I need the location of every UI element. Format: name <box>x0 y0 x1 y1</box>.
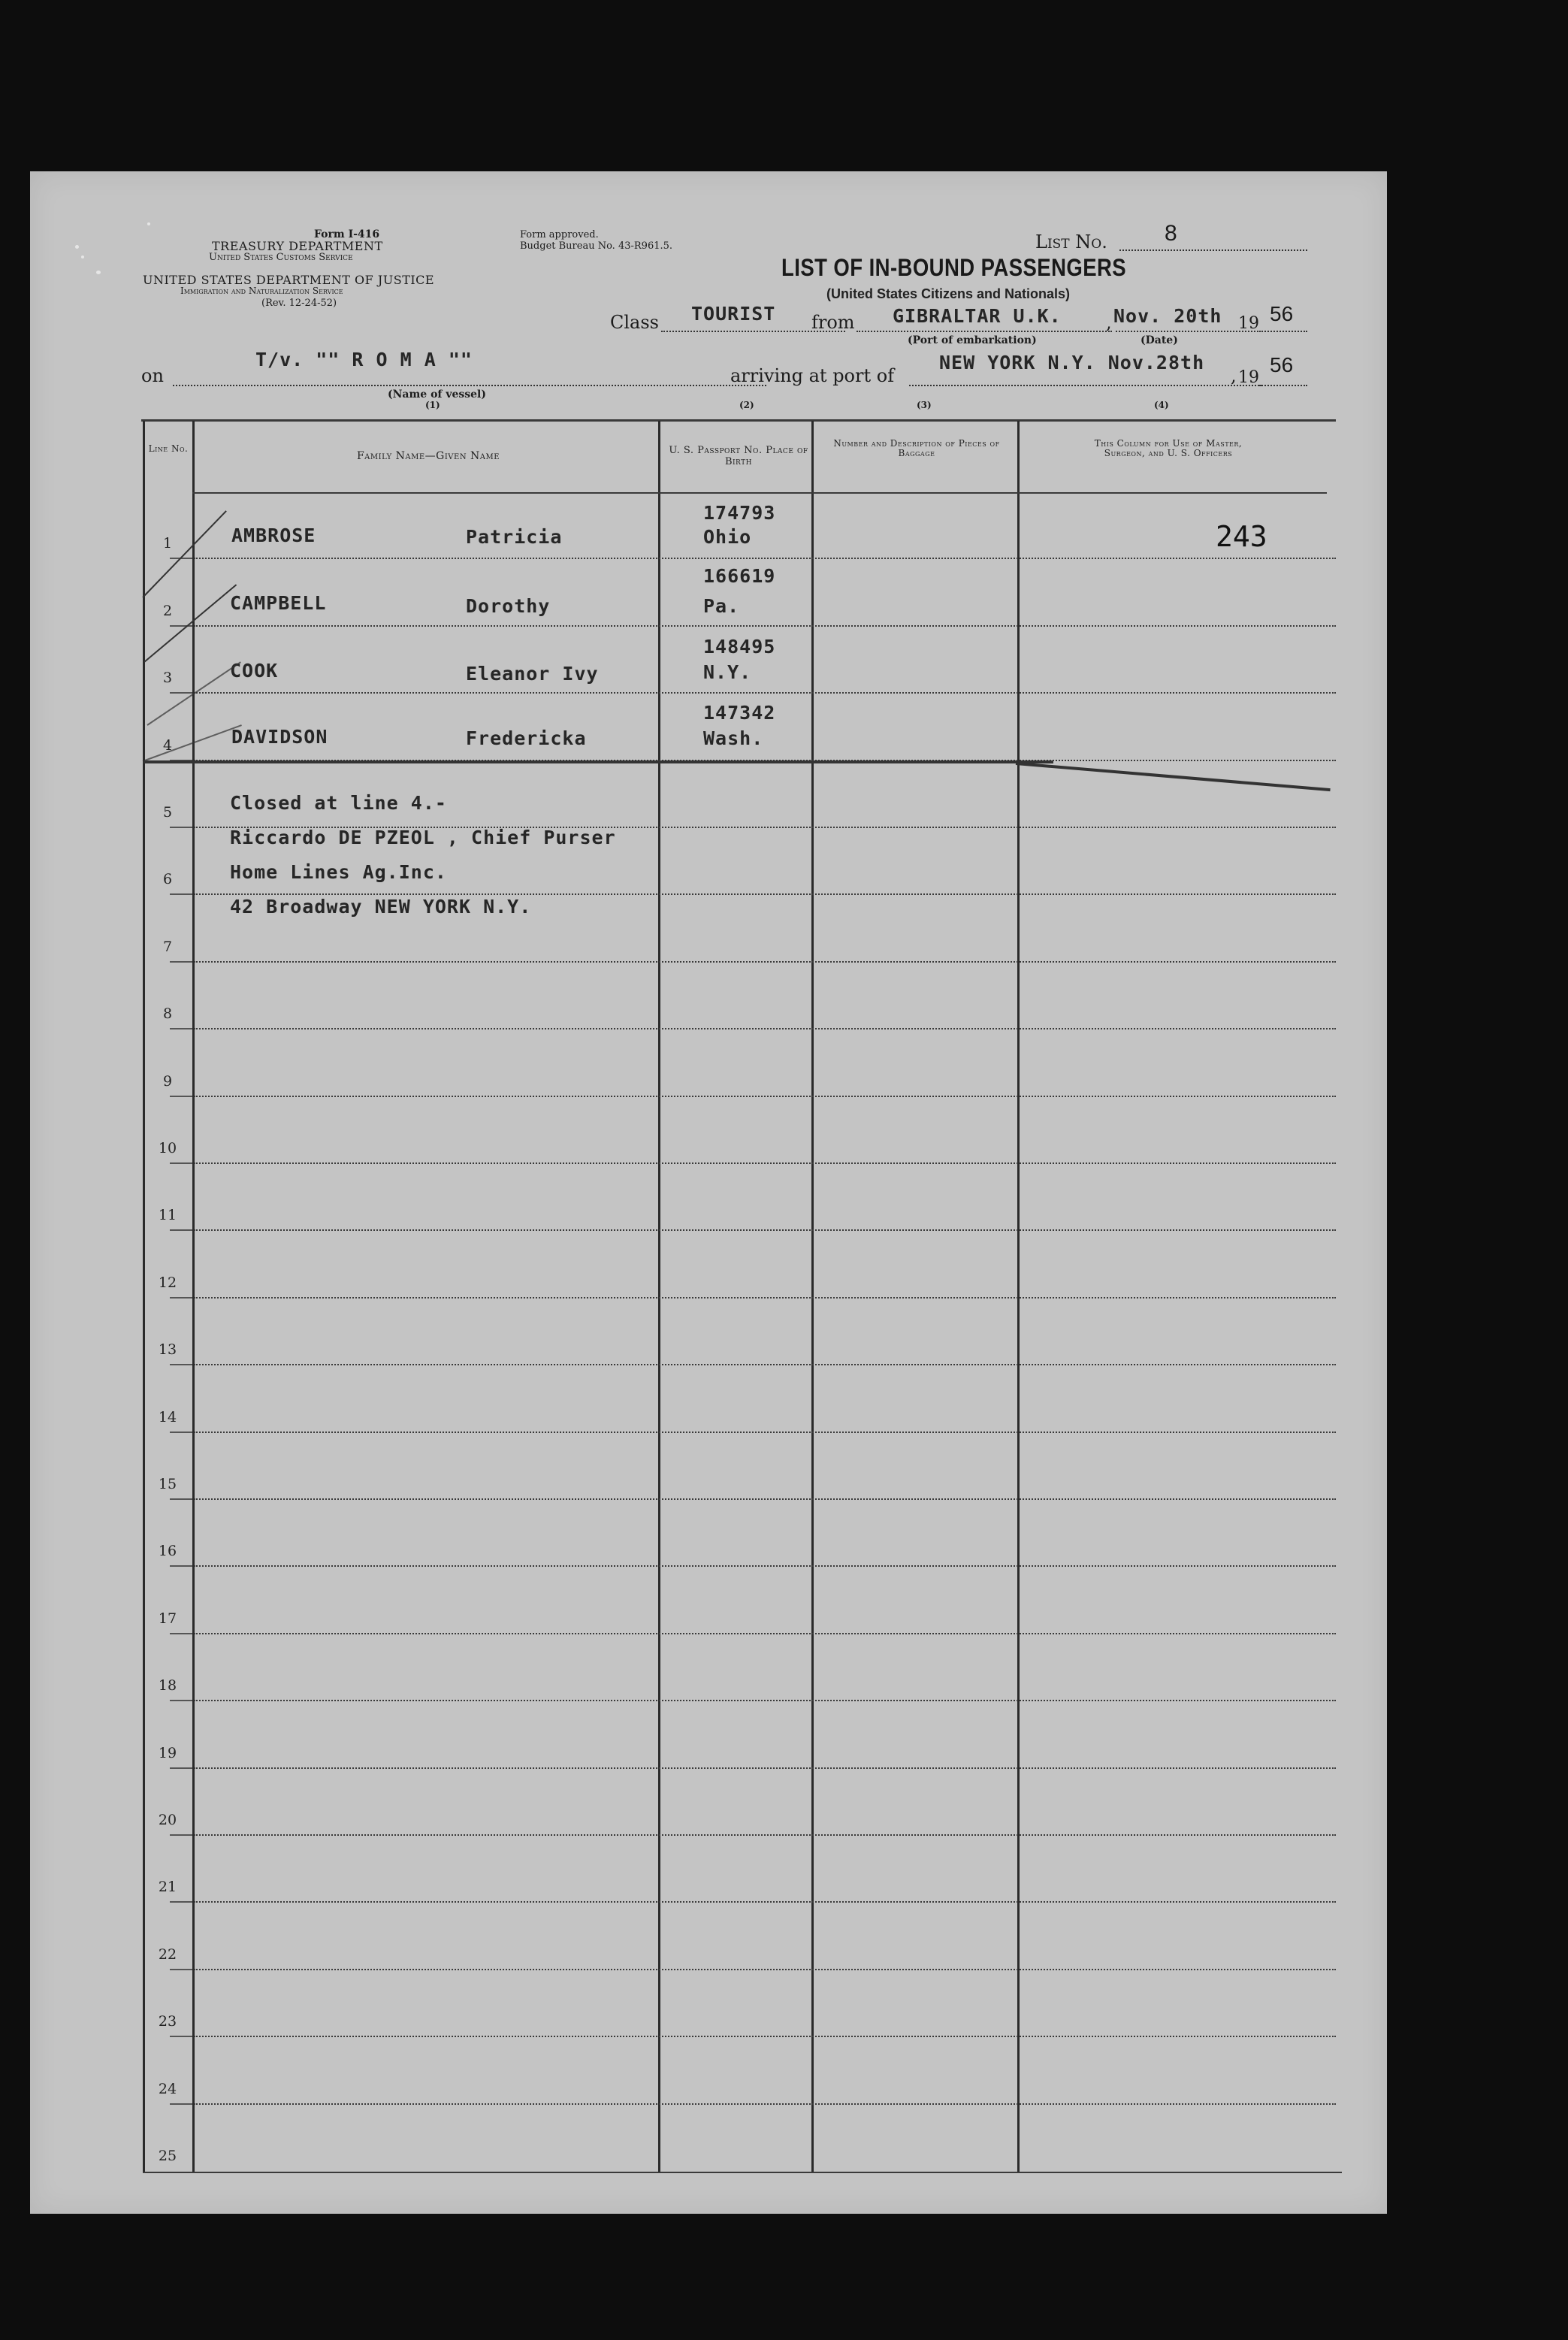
line-number: 10 <box>158 1140 177 1156</box>
list-number-label: List No. <box>1035 231 1107 252</box>
dust-speck <box>96 271 101 274</box>
arrival-year: 56 <box>1270 353 1294 376</box>
row-tick <box>170 1096 192 1097</box>
arrival-line <box>909 385 1262 386</box>
year-prefix-2: 19 <box>1238 368 1259 387</box>
row-tick <box>170 1767 192 1769</box>
line-number: 15 <box>158 1476 177 1492</box>
row-divider <box>194 692 1336 694</box>
embarkation-line <box>857 331 1112 332</box>
revision-date: (Rev. 12-24-52) <box>261 298 337 309</box>
row-tick <box>170 1834 192 1836</box>
row-tick <box>170 1901 192 1903</box>
table-top-border <box>141 419 1336 422</box>
row-divider <box>194 1364 1336 1365</box>
passenger-2-given-name: Dorothy <box>466 595 551 617</box>
row-divider <box>194 1834 1336 1836</box>
customs-service: United States Customs Service <box>209 252 353 263</box>
row-tick <box>170 1364 192 1365</box>
closing-line-1: Closed at line 4.- <box>230 792 447 814</box>
row-tick <box>170 1162 192 1164</box>
name-header: Family Name—Given Name <box>356 450 500 462</box>
line-number: 20 <box>158 1812 177 1828</box>
embarkation-port: GIBRALTAR U.K. <box>893 305 1062 327</box>
on-label: on <box>141 365 164 386</box>
row-tick <box>170 2103 192 2105</box>
row-divider <box>194 1969 1336 1970</box>
line-number: 12 <box>158 1274 177 1291</box>
comma-separator: , <box>1106 312 1112 333</box>
list-number-line <box>1119 249 1307 251</box>
officers-header: This Column for Use of Master, Surgeon, and U. S. Officers <box>1094 438 1243 458</box>
check-mark-1 <box>142 510 227 597</box>
row-divider <box>194 1565 1336 1567</box>
form-approved: Form approved. <box>520 229 599 240</box>
closing-line-3: Home Lines Ag.Inc. <box>230 861 447 883</box>
row-tick <box>170 1700 192 1701</box>
stamp-number: 243 <box>1216 520 1267 553</box>
line-number: 8 <box>162 1005 173 1023</box>
table-left-border <box>143 421 145 2173</box>
line-number: 14 <box>158 1408 177 1425</box>
row-divider <box>194 1700 1336 1701</box>
row-divider <box>194 1162 1336 1164</box>
row-tick <box>170 827 192 828</box>
row-divider <box>194 1229 1336 1231</box>
line-number: 3 <box>162 670 173 687</box>
line-number: 24 <box>158 2080 177 2097</box>
row-divider <box>194 1901 1336 1903</box>
row-divider <box>194 2036 1336 2037</box>
passenger-2-passport: 166619 <box>703 565 776 587</box>
dust-speck <box>75 245 79 249</box>
check-mark-2 <box>144 584 237 662</box>
passenger-3-family-name: COOK <box>230 660 279 682</box>
passenger-3-given-name: Eleanor Ivy <box>466 663 599 685</box>
row-divider <box>194 961 1336 963</box>
line-number: 7 <box>162 938 173 955</box>
line-number: 9 <box>162 1072 173 1090</box>
dust-speck <box>147 222 150 225</box>
passenger-2-birthplace: Pa. <box>703 595 740 617</box>
passenger-3-passport: 148495 <box>703 636 776 658</box>
baggage-header: Number and Description of Pieces of Baggage <box>833 438 1000 458</box>
form-number: Form I-416 <box>314 228 380 240</box>
caption-2: (2) <box>739 400 754 410</box>
row-tick <box>170 1565 192 1567</box>
arrival-port-date: NEW YORK N.Y. Nov.28th <box>939 352 1205 373</box>
table-header-bottom <box>192 492 1327 494</box>
row-tick <box>170 692 192 694</box>
row-tick <box>170 1229 192 1231</box>
line-number: 4 <box>162 736 173 754</box>
row-divider <box>194 1297 1336 1298</box>
treasury-department: TREASURY DEPARTMENT <box>212 239 383 253</box>
class-value: TOURIST <box>691 303 776 325</box>
form-subtitle: (United States Citizens and Nationals) <box>826 286 1071 301</box>
line-number: 19 <box>158 1744 177 1761</box>
form-title: LIST OF IN-BOUND PASSENGERS <box>781 254 1127 281</box>
passenger-4-birthplace: Wash. <box>703 727 764 749</box>
caption-3: (3) <box>917 400 932 410</box>
date1-line <box>1116 331 1258 332</box>
budget-bureau-number: Budget Bureau No. 43-R961.5. <box>520 240 673 252</box>
row-divider <box>194 2103 1336 2105</box>
row-tick <box>170 961 192 963</box>
list-number-value: 8 <box>1165 221 1177 246</box>
from-label: from <box>811 312 855 333</box>
line-number: 11 <box>158 1207 177 1224</box>
caption-1: (1) <box>425 400 440 410</box>
row-divider <box>194 1767 1336 1769</box>
line-number-header: Line No. <box>148 443 189 454</box>
vessel-line <box>173 385 766 386</box>
line-number: 6 <box>162 871 173 888</box>
row-tick <box>170 1633 192 1634</box>
line-number: 2 <box>162 602 173 619</box>
passenger-1-passport: 174793 <box>703 502 776 524</box>
passport-header: U. S. Passport No. Place of Birth <box>669 445 808 467</box>
closing-line-2: Riccardo DE PZEOL , Chief Purser <box>230 827 616 848</box>
year2-line <box>1259 385 1307 386</box>
vessel-name: T/v. "" R O M A "" <box>255 349 473 370</box>
line-number: 16 <box>158 1543 177 1560</box>
line-number: 1 <box>162 535 173 552</box>
row-divider <box>194 625 1336 627</box>
passenger-1-given-name: Patricia <box>466 526 563 548</box>
closing-rule <box>143 760 1053 763</box>
row-tick <box>170 1297 192 1298</box>
row-divider <box>194 558 1336 559</box>
row-tick <box>170 1028 192 1029</box>
departure-year: 56 <box>1270 302 1294 325</box>
caption-4: (4) <box>1154 400 1169 410</box>
passenger-4-passport: 147342 <box>703 702 776 724</box>
line-number: 25 <box>158 2148 177 2164</box>
row-tick <box>170 1969 192 1970</box>
class-label: Class <box>610 312 659 333</box>
row-tick <box>170 2036 192 2037</box>
manifest-page <box>30 171 1387 2214</box>
row-divider <box>194 1498 1336 1500</box>
passenger-1-birthplace: Ohio <box>703 526 752 548</box>
departure-date: Nov. 20th <box>1113 305 1222 327</box>
row-divider <box>194 1096 1336 1097</box>
row-tick <box>170 893 192 895</box>
passenger-3-birthplace: N.Y. <box>703 661 752 683</box>
row-divider <box>194 1028 1336 1029</box>
line-number: 13 <box>158 1341 177 1359</box>
row-tick <box>170 1432 192 1433</box>
line-number: 22 <box>158 1945 177 1963</box>
dust-speck <box>81 255 84 258</box>
arriving-label: arriving at port of <box>730 365 895 386</box>
department-of-justice: UNITED STATES DEPARTMENT OF JUSTICE <box>143 273 435 287</box>
passenger-4-given-name: Fredericka <box>466 727 587 749</box>
line-number: 18 <box>158 1677 177 1695</box>
closing-line-4: 42 Broadway NEW YORK N.Y. <box>230 896 532 918</box>
line-number: 5 <box>162 804 173 821</box>
comma-separator-2: , <box>1231 365 1237 386</box>
line-number: 17 <box>158 1610 177 1627</box>
line-number: 23 <box>158 2013 177 2030</box>
row-tick <box>170 1498 192 1500</box>
year-prefix-1: 19 <box>1238 314 1259 333</box>
line-number: 21 <box>158 1879 177 1896</box>
passenger-2-family-name: CAMPBELL <box>230 592 327 614</box>
year1-line <box>1259 331 1307 332</box>
row-divider <box>194 1633 1336 1634</box>
closing-rule-slope <box>1016 762 1331 791</box>
port-of-embarkation-caption: (Port of embarkation) <box>908 334 1037 346</box>
row-divider <box>194 1432 1336 1433</box>
vessel-caption: (Name of vessel) <box>388 388 486 401</box>
date-caption: (Date) <box>1141 334 1178 346</box>
passenger-1-family-name: AMBROSE <box>231 525 316 546</box>
table-bottom-border <box>143 2172 1342 2173</box>
passenger-4-family-name: DAVIDSON <box>231 726 328 748</box>
ins-service: Immigration and Naturalization Service <box>180 286 343 296</box>
